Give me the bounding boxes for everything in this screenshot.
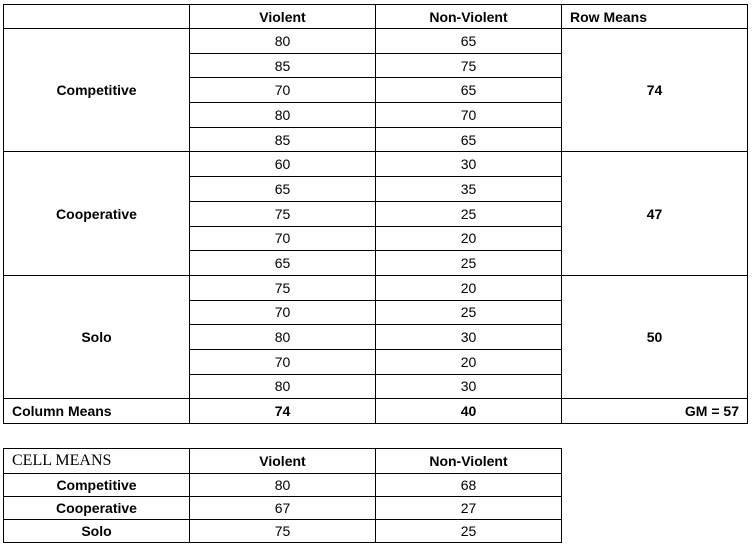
nonviolent-cell: 65 bbox=[376, 29, 562, 54]
cell-mean-violent: 80 bbox=[190, 474, 376, 497]
corner-cell bbox=[4, 5, 190, 29]
violent-cell: 80 bbox=[190, 103, 376, 128]
header-row-means: Row Means bbox=[562, 5, 748, 29]
column-mean-nonviolent: 40 bbox=[376, 399, 562, 424]
nonviolent-cell: 30 bbox=[376, 325, 562, 350]
nonviolent-cell: 25 bbox=[376, 201, 562, 226]
violent-cell: 65 bbox=[190, 177, 376, 202]
nonviolent-cell: 20 bbox=[376, 226, 562, 251]
nonviolent-cell: 70 bbox=[376, 103, 562, 128]
nonviolent-cell: 25 bbox=[376, 251, 562, 276]
header-nonviolent: Non-Violent bbox=[376, 5, 562, 29]
nonviolent-cell: 30 bbox=[376, 152, 562, 177]
cell-mean-violent: 67 bbox=[190, 497, 376, 520]
cell-means-title: CELL MEANS bbox=[4, 449, 190, 474]
nonviolent-cell: 25 bbox=[376, 300, 562, 325]
nonviolent-cell: 35 bbox=[376, 177, 562, 202]
violent-cell: 85 bbox=[190, 127, 376, 152]
violent-cell: 75 bbox=[190, 275, 376, 300]
violent-cell: 70 bbox=[190, 349, 376, 374]
column-means-label: Column Means bbox=[4, 399, 190, 424]
cell-mean-nonviolent: 25 bbox=[376, 520, 562, 543]
nonviolent-cell: 20 bbox=[376, 349, 562, 374]
cell-means-header-row bbox=[4, 449, 562, 474]
cell-means-label: Competitive bbox=[4, 474, 190, 497]
violent-cell: 60 bbox=[190, 152, 376, 177]
table-row bbox=[4, 29, 748, 54]
nonviolent-cell: 20 bbox=[376, 275, 562, 300]
group-label: Cooperative bbox=[4, 152, 190, 275]
nonviolent-cell: 75 bbox=[376, 53, 562, 78]
violent-cell: 70 bbox=[190, 78, 376, 103]
cell-means-row bbox=[4, 474, 562, 497]
table-row bbox=[4, 275, 748, 300]
cell-means-row bbox=[4, 497, 562, 520]
nonviolent-cell: 30 bbox=[376, 374, 562, 399]
violent-cell: 65 bbox=[190, 251, 376, 276]
data-table bbox=[3, 4, 748, 424]
column-means-row bbox=[4, 399, 748, 424]
header-violent: Violent bbox=[190, 5, 376, 29]
violent-cell: 80 bbox=[190, 374, 376, 399]
cell-means-header-violent: Violent bbox=[190, 449, 376, 474]
row-mean-cell: 74 bbox=[562, 29, 748, 152]
cell-mean-nonviolent: 27 bbox=[376, 497, 562, 520]
grand-mean: GM = 57 bbox=[562, 399, 748, 424]
cell-means-label: Cooperative bbox=[4, 497, 190, 520]
row-mean-cell: 50 bbox=[562, 275, 748, 398]
nonviolent-cell: 65 bbox=[376, 78, 562, 103]
cell-means-header-nonviolent: Non-Violent bbox=[376, 449, 562, 474]
group-label: Competitive bbox=[4, 29, 190, 152]
nonviolent-cell: 65 bbox=[376, 127, 562, 152]
cell-means-label: Solo bbox=[4, 520, 190, 543]
header-row bbox=[4, 5, 748, 29]
cell-means-row bbox=[4, 520, 562, 543]
violent-cell: 80 bbox=[190, 325, 376, 350]
violent-cell: 70 bbox=[190, 226, 376, 251]
violent-cell: 70 bbox=[190, 300, 376, 325]
cell-mean-violent: 75 bbox=[190, 520, 376, 543]
cell-means-table bbox=[3, 448, 562, 543]
violent-cell: 80 bbox=[190, 29, 376, 54]
violent-cell: 75 bbox=[190, 201, 376, 226]
cell-mean-nonviolent: 68 bbox=[376, 474, 562, 497]
column-mean-violent: 74 bbox=[190, 399, 376, 424]
group-label: Solo bbox=[4, 275, 190, 398]
row-mean-cell: 47 bbox=[562, 152, 748, 275]
violent-cell: 85 bbox=[190, 53, 376, 78]
table-row bbox=[4, 152, 748, 177]
